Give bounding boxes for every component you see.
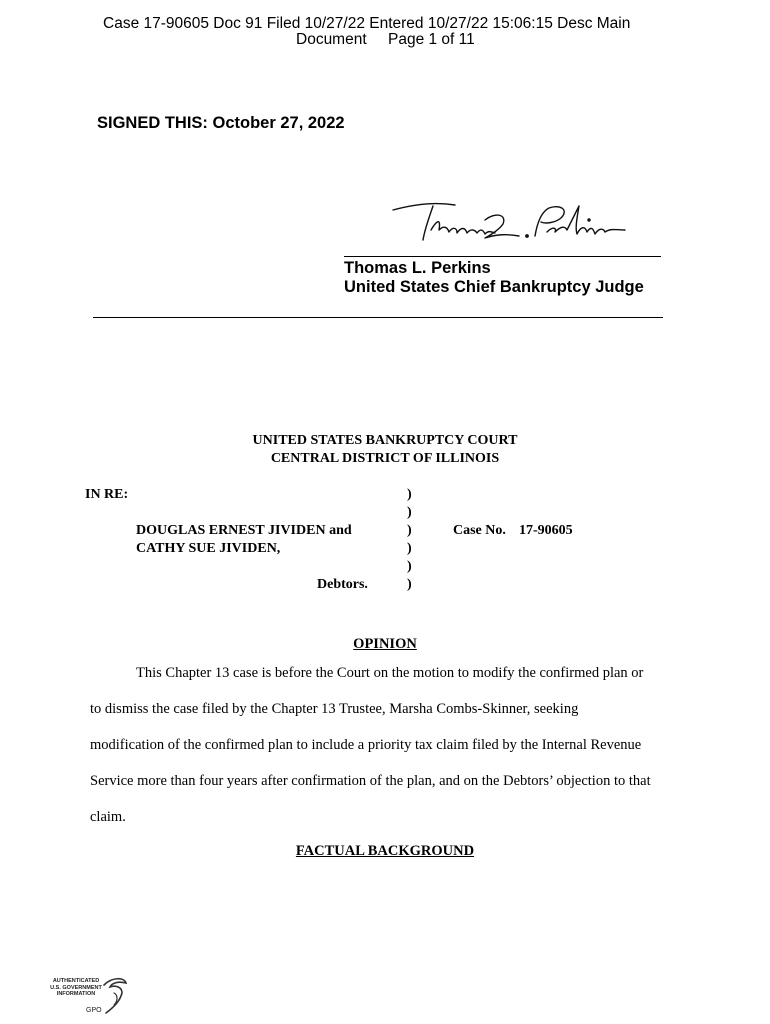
gpo-logo-line-1: AUTHENTICATED — [52, 978, 100, 984]
judge-signature — [385, 196, 635, 248]
caption-paren: ) — [407, 559, 412, 574]
signed-date: SIGNED THIS: October 27, 2022 — [97, 114, 345, 132]
signature-line — [344, 256, 661, 257]
judge-name: Thomas L. Perkins — [344, 259, 491, 277]
gpo-authentication-logo — [44, 975, 134, 1019]
opinion-heading: OPINION — [353, 636, 417, 652]
divider-rule — [93, 317, 663, 318]
caption-in-re: IN RE: — [85, 487, 129, 502]
case-number-label: Case No. — [453, 523, 506, 538]
caption-debtors-label: Debtors. — [317, 577, 368, 592]
opinion-line-1: This Chapter 13 case is before the Court on the motion to modify the confirmed plan or — [136, 665, 644, 681]
opinion-line-3: modification of the confirmed plan to include a priority tax claim filed by the Internal Revenue — [90, 737, 642, 753]
factual-background-heading: FACTUAL BACKGROUND — [295, 843, 475, 859]
opinion-line-4: Service more than four years after confirmation of the plan, and on the Debtors’ objection to that — [90, 773, 651, 789]
court-district: CENTRAL DISTRICT OF ILLINOIS — [270, 451, 500, 466]
gpo-logo-line-3: INFORMATION — [56, 991, 96, 997]
case-number: 17-90605 — [519, 523, 573, 538]
caption-paren: ) — [407, 577, 412, 592]
gpo-logo-mark: GPO — [86, 1007, 102, 1014]
court-name: UNITED STATES BANKRUPTCY COURT — [252, 433, 518, 448]
caption-paren: ) — [407, 523, 412, 538]
opinion-line-5: claim. — [90, 809, 126, 825]
caption-paren: ) — [407, 487, 412, 502]
caption-debtor-1: DOUGLAS ERNEST JIVIDEN and — [136, 523, 352, 538]
ecf-header-line1: Case 17-90605 Doc 91 Filed 10/27/22 Entered 10/27/22 15:06:15 Desc Main — [103, 15, 631, 32]
caption-paren: ) — [407, 505, 412, 520]
caption-paren: ) — [407, 541, 412, 556]
gpo-eagle-icon — [100, 975, 130, 1017]
gpo-logo-line-2: U.S. GOVERNMENT — [50, 984, 102, 991]
opinion-line-2: to dismiss the case filed by the Chapter 13 Trustee, Marsha Combs-Skinner, seeking — [90, 701, 579, 717]
ecf-header-document: Document — [296, 31, 367, 48]
caption-debtor-2: CATHY SUE JIVIDEN, — [136, 541, 281, 556]
ecf-header-page: Page 1 of 11 — [388, 31, 475, 48]
judge-title: United States Chief Bankruptcy Judge — [344, 278, 644, 296]
